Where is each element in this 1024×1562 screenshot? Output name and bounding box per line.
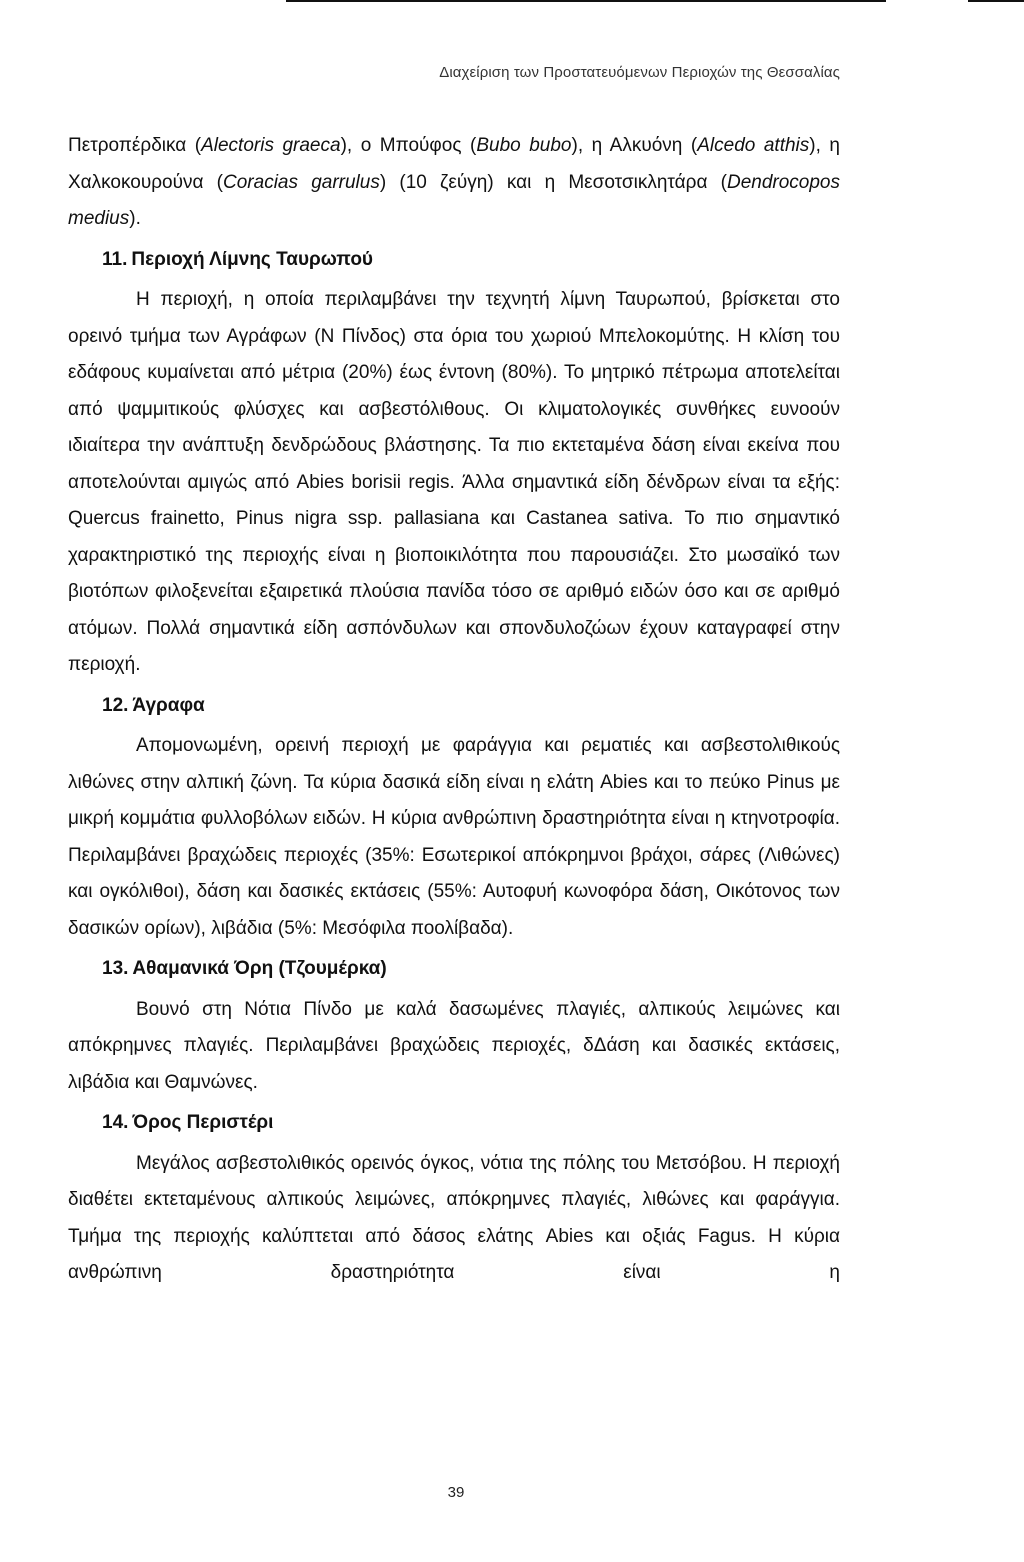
species-name: Alectoris graeca [201, 135, 341, 156]
intro-text: ), η Χαλκοκουρούνα ( [68, 135, 840, 193]
species-name: Bubo bubo [476, 135, 572, 156]
section-14 [68, 1101, 840, 1292]
section-title: Αθαμανικά Όρη (Τζουμέρκα) [132, 958, 387, 979]
intro-text: ), ο Μπούφος ( [340, 135, 477, 156]
page-number: 39 [447, 1484, 465, 1501]
section-heading [102, 947, 840, 992]
intro-text: ) (10 ζεύγη) και η Μεσοτσικλητάρα ( [379, 171, 727, 193]
section-number: 12. [102, 694, 129, 716]
section-body: Μεγάλος ασβεστολιθικός ορεινός όγκος, νότια της πόλης του Μετσόβου. Η περιοχή διαθέτει εκτεταμένους αλπικούς λειμώνες, απόκρημνες πλαγιές, λιθώνες και φαράγγια. Τμήμα της περιοχής καλύπτεται από δάσος ελάτης Abies και οξιάς Fagus. Η κύρια ανθρώπινη δραστηριότητα είναι η [68, 1152, 840, 1283]
intro-paragraph [68, 128, 840, 238]
section-body: Βουνό στη Νότια Πίνδο με καλά δασωμένες πλαγιές, αλπικούς λειμώνες και απόκρημνες πλαγιές. Περιλαμβάνει βραχώδεις περιοχές, δΔάση και δασικές εκτάσεις, λιβάδια και Θαμνώνες. [68, 998, 840, 1093]
species-name: Dendrocopos medius [68, 171, 840, 229]
section-number: 11. [102, 248, 128, 270]
section-number: 14. [102, 1112, 129, 1133]
section-title: Άγραφα [132, 694, 205, 716]
top-scan-line-right [968, 0, 1024, 2]
running-header: Διαχείριση των Προστατευόμενων Περιοχών της Θεσσαλίας [439, 64, 840, 81]
section-number: 13. [102, 958, 129, 979]
section-heading [102, 1101, 840, 1146]
section-heading [102, 684, 840, 729]
intro-text: Πετροπέρδικα ( [68, 135, 202, 156]
section-title: Όρος Περιστέρι [132, 1112, 274, 1133]
section-title: Περιοχή Λίμνης Ταυρωπού [131, 248, 373, 270]
section-heading [102, 238, 840, 283]
section-13 [68, 947, 840, 1101]
top-scan-line [286, 0, 886, 2]
section-12 [68, 684, 840, 948]
species-name: Alcedo atthis [697, 135, 810, 156]
section-body: Απομονωμένη, ορεινή περιοχή με φαράγγια και ρεματιές και ασβεστολιθικούς λιθώνες στην αλπική ζώνη. Τα κύρια δασικά είδη είναι η ελάτη Abies και το πεύκο Pinus με μικρή κομμάτια φυλλοβόλων ειδών. Η κύρια ανθρώπινη δραστηριότητα είναι η κτηνοτροφία. Περιλαμβάνει βραχώδεις περιοχές (35%: Εσωτερικοί απόκρημνοι βράχοι, σάρες (Λιθώνες) και ογκόλιθοι), δάση και δασικές εκτάσεις (55%: Αυτοφυή κωνοφόρα δάση, Οικότονος των δασικών ορίων), λιβάδια (5%: Μεσόφιλα ποολίβαδα). [68, 735, 840, 939]
intro-text: ). [129, 208, 141, 229]
section-body: Η περιοχή, η οποία περιλαμβάνει την τεχνητή λίμνη Ταυρωπού, βρίσκεται στο ορεινό τμήμα των Αγράφων (Ν Πίνδος) στα όρια του χωριού Μπελοκομύτης. Η κλίση του εδάφους κυμαίνεται από μέτρια (20%) έως έντονη (80%). Το μητρικό πέτρωμα αποτελείται από ψαμμιτικούς φλύσχες και ασβεστόλιθους. Οι κλιματολογικές συνθήκες ευνοούν ιδιαίτερα την ανάπτυξη δενδρώδους βλάστησης. Τα πιο εκτεταμένα δάση είναι εκείνα που αποτελούνται αμιγώς από Abies borisii regis. Άλλα σημαντικά είδη δένδρων είναι τα εξής: Quercus frainetto, Pinus nigra ssp. pallasiana και Castanea sativa. Το πιο σημαντικό χαρακτηριστικό της περιοχής είναι η βιοποικιλότητα που παρουσιάζει. Στο μωσαϊκό των βιοτόπων φιλοξενείται εξαιρετικά πλούσια πανίδα τόσο σε αριθμό ειδών όσο και σε αριθμό ατόμων. Πολλά σημαντικά είδη ασπόνδυλων και σπονδυλοζώων έχουν καταγραφεί στην περιοχή. [68, 289, 840, 675]
intro-text: ), η Αλκυόνη ( [571, 135, 698, 156]
page-body [68, 128, 840, 1292]
section-11 [68, 238, 840, 684]
species-name: Coracias garrulus [223, 171, 380, 193]
